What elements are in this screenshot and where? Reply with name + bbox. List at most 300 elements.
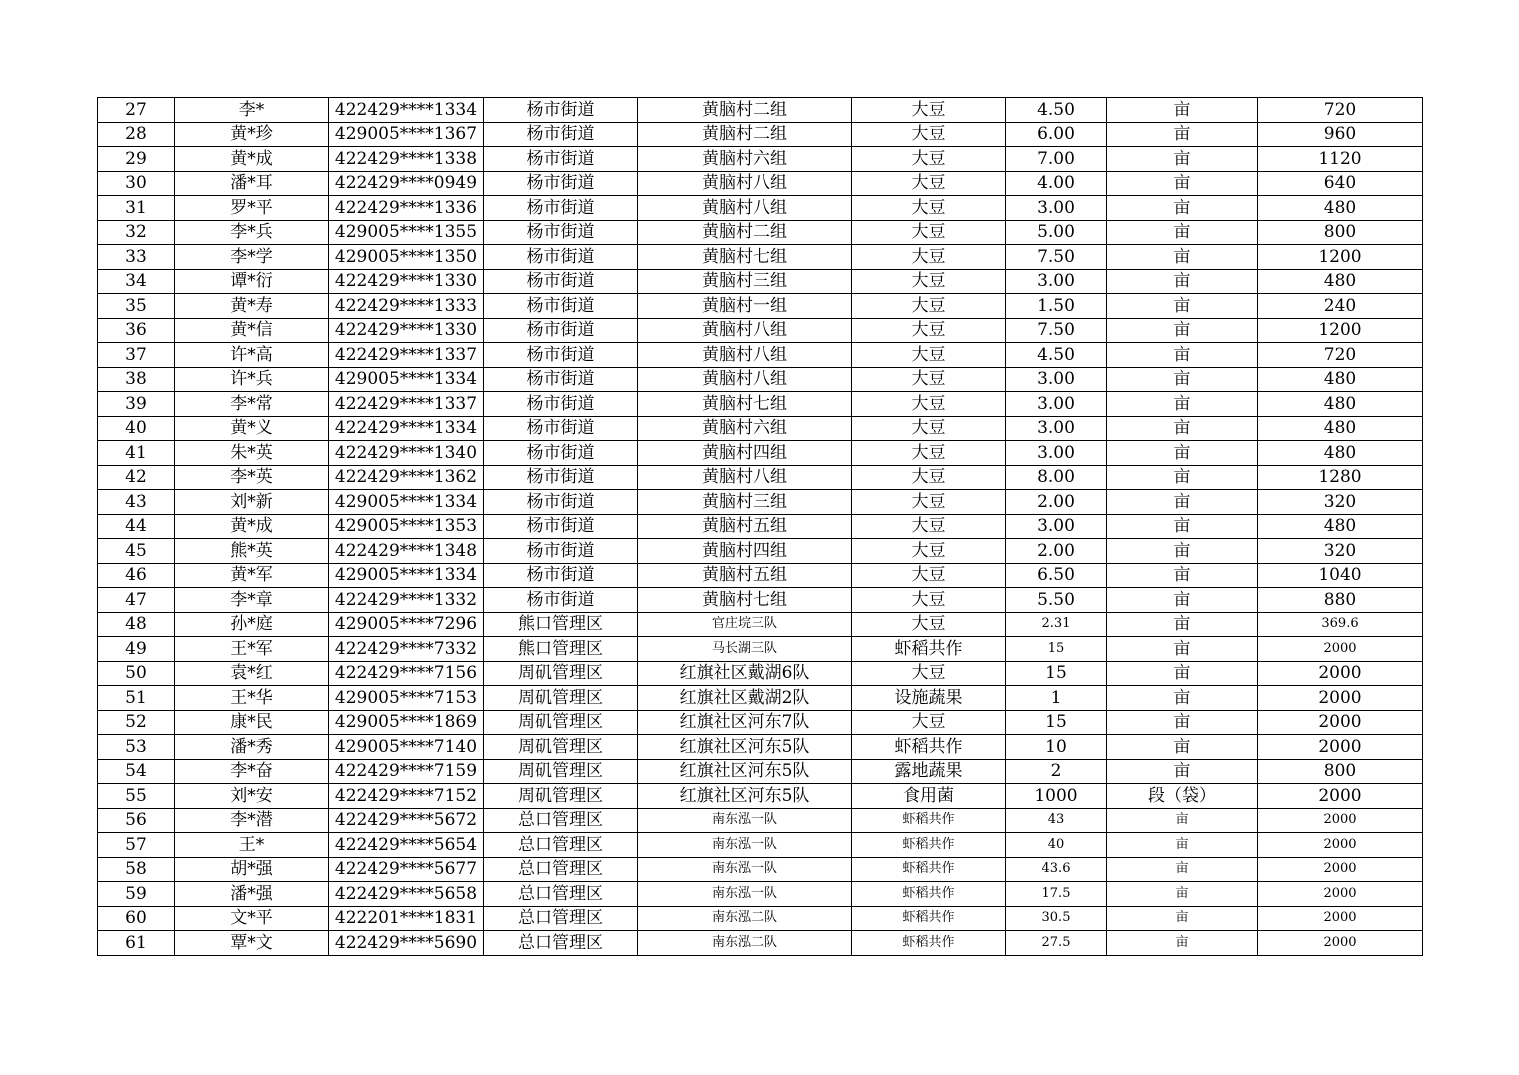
cell-village: 官庄垸三队 (638, 612, 852, 637)
cell-id-number: 429005****1334 (329, 563, 484, 588)
cell-village: 南东泓一队 (638, 857, 852, 882)
cell-crop: 大豆 (852, 661, 1006, 686)
cell-village: 黄脑村三组 (638, 269, 852, 294)
cell-village: 南东泓二队 (638, 931, 852, 956)
cell-district: 周矶管理区 (484, 784, 638, 809)
cell-id-number: 422429****1332 (329, 588, 484, 613)
cell-id-number: 429005****1334 (329, 490, 484, 515)
table-row (98, 392, 1423, 417)
cell-district: 杨市街道 (484, 367, 638, 392)
cell-name: 黄*珍 (175, 122, 329, 147)
table-row (98, 171, 1423, 196)
cell-id-number: 422429****1333 (329, 294, 484, 319)
cell-amount: 800 (1258, 220, 1423, 245)
cell-amount: 800 (1258, 759, 1423, 784)
cell-id-number: 429005****1353 (329, 514, 484, 539)
cell-unit: 亩 (1107, 808, 1258, 833)
cell-district: 杨市街道 (484, 122, 638, 147)
cell-number: 46 (98, 563, 175, 588)
cell-village: 南东泓二队 (638, 906, 852, 931)
cell-quantity: 7.50 (1006, 245, 1107, 270)
cell-district: 杨市街道 (484, 171, 638, 196)
cell-name: 胡*强 (175, 857, 329, 882)
cell-crop: 大豆 (852, 269, 1006, 294)
cell-quantity: 5.00 (1006, 220, 1107, 245)
cell-quantity: 3.00 (1006, 416, 1107, 441)
cell-number: 54 (98, 759, 175, 784)
cell-id-number: 422201****1831 (329, 906, 484, 931)
cell-district: 熊口管理区 (484, 637, 638, 662)
cell-name: 黄*成 (175, 147, 329, 172)
cell-village: 南东泓一队 (638, 833, 852, 858)
cell-quantity: 3.00 (1006, 269, 1107, 294)
cell-amount: 1200 (1258, 245, 1423, 270)
cell-village: 黄脑村五组 (638, 563, 852, 588)
cell-name: 李* (175, 98, 329, 123)
cell-amount: 480 (1258, 367, 1423, 392)
cell-crop: 大豆 (852, 367, 1006, 392)
cell-name: 许*高 (175, 343, 329, 368)
cell-quantity: 1000 (1006, 784, 1107, 809)
cell-number: 58 (98, 857, 175, 882)
cell-amount: 2000 (1258, 931, 1423, 956)
cell-number: 32 (98, 220, 175, 245)
cell-id-number: 429005****1350 (329, 245, 484, 270)
cell-amount: 2000 (1258, 661, 1423, 686)
cell-id-number: 422429****0949 (329, 171, 484, 196)
cell-name: 王*华 (175, 686, 329, 711)
table-row (98, 245, 1423, 270)
cell-quantity: 7.50 (1006, 318, 1107, 343)
cell-id-number: 422429****5672 (329, 808, 484, 833)
cell-name: 罗*平 (175, 196, 329, 221)
cell-unit: 亩 (1107, 882, 1258, 907)
table-row (98, 367, 1423, 392)
table-row (98, 588, 1423, 613)
cell-number: 40 (98, 416, 175, 441)
cell-name: 潘*强 (175, 882, 329, 907)
cell-name: 潘*秀 (175, 735, 329, 760)
cell-unit: 亩 (1107, 294, 1258, 319)
cell-unit: 亩 (1107, 661, 1258, 686)
cell-name: 李*学 (175, 245, 329, 270)
cell-district: 杨市街道 (484, 539, 638, 564)
cell-village: 红旗社区戴湖6队 (638, 661, 852, 686)
table-row (98, 416, 1423, 441)
cell-amount: 1200 (1258, 318, 1423, 343)
cell-name: 黄*成 (175, 514, 329, 539)
cell-district: 杨市街道 (484, 318, 638, 343)
cell-unit: 亩 (1107, 367, 1258, 392)
cell-number: 43 (98, 490, 175, 515)
cell-id-number: 422429****7152 (329, 784, 484, 809)
cell-amount: 880 (1258, 588, 1423, 613)
cell-name: 黄*军 (175, 563, 329, 588)
table-row (98, 465, 1423, 490)
cell-id-number: 422429****1338 (329, 147, 484, 172)
table-row (98, 882, 1423, 907)
cell-amount: 320 (1258, 490, 1423, 515)
cell-number: 56 (98, 808, 175, 833)
cell-unit: 亩 (1107, 906, 1258, 931)
cell-district: 总口管理区 (484, 906, 638, 931)
cell-number: 37 (98, 343, 175, 368)
cell-village: 黄脑村五组 (638, 514, 852, 539)
table-row (98, 539, 1423, 564)
cell-name: 李*章 (175, 588, 329, 613)
cell-amount: 2000 (1258, 882, 1423, 907)
cell-unit: 亩 (1107, 171, 1258, 196)
cell-village: 黄脑村七组 (638, 392, 852, 417)
cell-village: 红旗社区河东5队 (638, 759, 852, 784)
cell-amount: 2000 (1258, 857, 1423, 882)
cell-number: 31 (98, 196, 175, 221)
cell-district: 总口管理区 (484, 882, 638, 907)
cell-district: 总口管理区 (484, 931, 638, 956)
cell-village: 红旗社区河东5队 (638, 784, 852, 809)
cell-quantity: 4.50 (1006, 98, 1107, 123)
cell-district: 周矶管理区 (484, 710, 638, 735)
cell-quantity: 4.00 (1006, 171, 1107, 196)
cell-amount: 480 (1258, 514, 1423, 539)
cell-number: 41 (98, 441, 175, 466)
cell-quantity: 40 (1006, 833, 1107, 858)
cell-name: 刘*新 (175, 490, 329, 515)
cell-crop: 大豆 (852, 416, 1006, 441)
cell-crop: 大豆 (852, 710, 1006, 735)
cell-crop: 露地蔬果 (852, 759, 1006, 784)
table-row (98, 857, 1423, 882)
cell-unit: 亩 (1107, 343, 1258, 368)
cell-crop: 虾稻共作 (852, 808, 1006, 833)
cell-village: 黄脑村八组 (638, 367, 852, 392)
cell-amount: 2000 (1258, 637, 1423, 662)
cell-district: 总口管理区 (484, 833, 638, 858)
cell-village: 南东泓一队 (638, 808, 852, 833)
cell-amount: 1120 (1258, 147, 1423, 172)
cell-quantity: 17.5 (1006, 882, 1107, 907)
table-row (98, 269, 1423, 294)
cell-district: 杨市街道 (484, 465, 638, 490)
cell-unit: 亩 (1107, 833, 1258, 858)
cell-number: 29 (98, 147, 175, 172)
cell-id-number: 422429****1362 (329, 465, 484, 490)
cell-id-number: 422429****1348 (329, 539, 484, 564)
cell-name: 谭*衍 (175, 269, 329, 294)
cell-unit: 段（袋） (1107, 784, 1258, 809)
cell-number: 52 (98, 710, 175, 735)
cell-unit: 亩 (1107, 710, 1258, 735)
cell-district: 杨市街道 (484, 269, 638, 294)
cell-crop: 虾稻共作 (852, 833, 1006, 858)
table-row (98, 931, 1423, 956)
cell-number: 44 (98, 514, 175, 539)
cell-name: 袁*红 (175, 661, 329, 686)
cell-id-number: 422429****1337 (329, 343, 484, 368)
cell-amount: 2000 (1258, 906, 1423, 931)
table-row (98, 98, 1423, 123)
cell-village: 黄脑村八组 (638, 318, 852, 343)
cell-quantity: 3.00 (1006, 392, 1107, 417)
cell-amount: 320 (1258, 539, 1423, 564)
cell-quantity: 1 (1006, 686, 1107, 711)
cell-unit: 亩 (1107, 857, 1258, 882)
cell-crop: 大豆 (852, 343, 1006, 368)
cell-name: 李*潜 (175, 808, 329, 833)
cell-name: 李*常 (175, 392, 329, 417)
cell-village: 黄脑村八组 (638, 465, 852, 490)
cell-number: 38 (98, 367, 175, 392)
table-row (98, 196, 1423, 221)
cell-village: 红旗社区戴湖2队 (638, 686, 852, 711)
cell-crop: 大豆 (852, 171, 1006, 196)
cell-name: 黄*义 (175, 416, 329, 441)
cell-district: 周矶管理区 (484, 759, 638, 784)
cell-id-number: 422429****7159 (329, 759, 484, 784)
table-row (98, 612, 1423, 637)
cell-district: 杨市街道 (484, 392, 638, 417)
cell-district: 杨市街道 (484, 588, 638, 613)
cell-district: 熊口管理区 (484, 612, 638, 637)
cell-name: 李*英 (175, 465, 329, 490)
cell-district: 杨市街道 (484, 294, 638, 319)
cell-crop: 食用菌 (852, 784, 1006, 809)
table-row (98, 661, 1423, 686)
cell-id-number: 429005****1355 (329, 220, 484, 245)
cell-district: 周矶管理区 (484, 686, 638, 711)
cell-crop: 大豆 (852, 147, 1006, 172)
cell-quantity: 2.00 (1006, 539, 1107, 564)
cell-id-number: 422429****1330 (329, 318, 484, 343)
cell-quantity: 4.50 (1006, 343, 1107, 368)
cell-unit: 亩 (1107, 318, 1258, 343)
table-row (98, 637, 1423, 662)
cell-district: 周矶管理区 (484, 661, 638, 686)
table-row (98, 343, 1423, 368)
cell-village: 黄脑村七组 (638, 588, 852, 613)
cell-number: 53 (98, 735, 175, 760)
cell-district: 杨市街道 (484, 441, 638, 466)
cell-crop: 大豆 (852, 441, 1006, 466)
cell-name: 李*奋 (175, 759, 329, 784)
cell-district: 杨市街道 (484, 490, 638, 515)
cell-number: 45 (98, 539, 175, 564)
cell-number: 57 (98, 833, 175, 858)
cell-village: 黄脑村一组 (638, 294, 852, 319)
cell-quantity: 2.00 (1006, 490, 1107, 515)
cell-amount: 720 (1258, 98, 1423, 123)
cell-unit: 亩 (1107, 269, 1258, 294)
cell-number: 48 (98, 612, 175, 637)
cell-crop: 大豆 (852, 98, 1006, 123)
cell-crop: 大豆 (852, 563, 1006, 588)
cell-unit: 亩 (1107, 588, 1258, 613)
cell-quantity: 15 (1006, 637, 1107, 662)
cell-number: 27 (98, 98, 175, 123)
cell-number: 59 (98, 882, 175, 907)
cell-id-number: 422429****5690 (329, 931, 484, 956)
table-row (98, 220, 1423, 245)
cell-amount: 480 (1258, 269, 1423, 294)
subsidy-table (97, 97, 1423, 956)
cell-quantity: 7.00 (1006, 147, 1107, 172)
cell-village: 黄脑村二组 (638, 122, 852, 147)
cell-name: 刘*安 (175, 784, 329, 809)
table-row (98, 122, 1423, 147)
cell-id-number: 422429****1334 (329, 98, 484, 123)
cell-amount: 2000 (1258, 735, 1423, 760)
cell-unit: 亩 (1107, 612, 1258, 637)
cell-district: 杨市街道 (484, 220, 638, 245)
table-row (98, 563, 1423, 588)
cell-crop: 大豆 (852, 294, 1006, 319)
cell-amount: 1280 (1258, 465, 1423, 490)
cell-quantity: 6.00 (1006, 122, 1107, 147)
cell-district: 杨市街道 (484, 343, 638, 368)
cell-crop: 大豆 (852, 514, 1006, 539)
cell-quantity: 15 (1006, 710, 1107, 735)
cell-quantity: 6.50 (1006, 563, 1107, 588)
cell-unit: 亩 (1107, 686, 1258, 711)
cell-unit: 亩 (1107, 122, 1258, 147)
cell-quantity: 3.00 (1006, 441, 1107, 466)
cell-id-number: 422429****5658 (329, 882, 484, 907)
cell-crop: 大豆 (852, 220, 1006, 245)
table-row (98, 833, 1423, 858)
cell-crop: 大豆 (852, 465, 1006, 490)
cell-unit: 亩 (1107, 245, 1258, 270)
cell-amount: 2000 (1258, 686, 1423, 711)
cell-crop: 设施蔬果 (852, 686, 1006, 711)
cell-district: 杨市街道 (484, 147, 638, 172)
cell-amount: 2000 (1258, 710, 1423, 735)
cell-district: 总口管理区 (484, 857, 638, 882)
cell-number: 51 (98, 686, 175, 711)
cell-unit: 亩 (1107, 563, 1258, 588)
cell-unit: 亩 (1107, 220, 1258, 245)
cell-village: 马长湖三队 (638, 637, 852, 662)
cell-name: 黄*寿 (175, 294, 329, 319)
cell-unit: 亩 (1107, 490, 1258, 515)
cell-district: 总口管理区 (484, 808, 638, 833)
table-row (98, 808, 1423, 833)
cell-quantity: 27.5 (1006, 931, 1107, 956)
table-row (98, 686, 1423, 711)
cell-amount: 240 (1258, 294, 1423, 319)
table-row (98, 759, 1423, 784)
cell-village: 黄脑村八组 (638, 196, 852, 221)
cell-crop: 大豆 (852, 318, 1006, 343)
cell-unit: 亩 (1107, 539, 1258, 564)
cell-name: 朱*英 (175, 441, 329, 466)
cell-village: 黄脑村八组 (638, 343, 852, 368)
cell-number: 42 (98, 465, 175, 490)
cell-unit: 亩 (1107, 416, 1258, 441)
cell-amount: 369.6 (1258, 612, 1423, 637)
cell-number: 61 (98, 931, 175, 956)
cell-id-number: 422429****7332 (329, 637, 484, 662)
table-row (98, 710, 1423, 735)
cell-quantity: 43 (1006, 808, 1107, 833)
cell-number: 39 (98, 392, 175, 417)
cell-amount: 480 (1258, 196, 1423, 221)
cell-village: 黄脑村七组 (638, 245, 852, 270)
cell-amount: 720 (1258, 343, 1423, 368)
cell-id-number: 422429****1340 (329, 441, 484, 466)
cell-quantity: 3.00 (1006, 196, 1107, 221)
cell-amount: 1040 (1258, 563, 1423, 588)
cell-crop: 虾稻共作 (852, 637, 1006, 662)
cell-district: 杨市街道 (484, 245, 638, 270)
cell-unit: 亩 (1107, 931, 1258, 956)
cell-number: 35 (98, 294, 175, 319)
cell-crop: 大豆 (852, 122, 1006, 147)
cell-crop: 虾稻共作 (852, 931, 1006, 956)
cell-district: 杨市街道 (484, 514, 638, 539)
cell-name: 文*平 (175, 906, 329, 931)
cell-number: 34 (98, 269, 175, 294)
cell-name: 王* (175, 833, 329, 858)
cell-id-number: 429005****1367 (329, 122, 484, 147)
cell-village: 黄脑村四组 (638, 539, 852, 564)
cell-name: 熊*英 (175, 539, 329, 564)
cell-quantity: 43.6 (1006, 857, 1107, 882)
cell-district: 周矶管理区 (484, 735, 638, 760)
cell-village: 黄脑村八组 (638, 171, 852, 196)
cell-unit: 亩 (1107, 147, 1258, 172)
table-row (98, 784, 1423, 809)
cell-village: 黄脑村三组 (638, 490, 852, 515)
cell-village: 红旗社区河东5队 (638, 735, 852, 760)
cell-crop: 大豆 (852, 490, 1006, 515)
cell-crop: 虾稻共作 (852, 906, 1006, 931)
cell-id-number: 429005****7296 (329, 612, 484, 637)
cell-id-number: 422429****5654 (329, 833, 484, 858)
cell-name: 覃*文 (175, 931, 329, 956)
cell-number: 55 (98, 784, 175, 809)
cell-amount: 2000 (1258, 808, 1423, 833)
cell-district: 杨市街道 (484, 98, 638, 123)
cell-name: 孙*庭 (175, 612, 329, 637)
cell-district: 杨市街道 (484, 196, 638, 221)
cell-amount: 640 (1258, 171, 1423, 196)
cell-number: 47 (98, 588, 175, 613)
table-row (98, 294, 1423, 319)
cell-district: 杨市街道 (484, 563, 638, 588)
cell-unit: 亩 (1107, 98, 1258, 123)
cell-quantity: 5.50 (1006, 588, 1107, 613)
table-body (98, 98, 1423, 956)
cell-amount: 480 (1258, 441, 1423, 466)
table-row (98, 490, 1423, 515)
cell-village: 黄脑村六组 (638, 147, 852, 172)
cell-number: 33 (98, 245, 175, 270)
cell-name: 许*兵 (175, 367, 329, 392)
table-row (98, 735, 1423, 760)
cell-village: 黄脑村六组 (638, 416, 852, 441)
cell-number: 60 (98, 906, 175, 931)
cell-name: 黄*信 (175, 318, 329, 343)
cell-crop: 大豆 (852, 612, 1006, 637)
cell-unit: 亩 (1107, 735, 1258, 760)
cell-id-number: 422429****1330 (329, 269, 484, 294)
cell-quantity: 3.00 (1006, 367, 1107, 392)
cell-village: 黄脑村二组 (638, 220, 852, 245)
cell-village: 黄脑村二组 (638, 98, 852, 123)
cell-id-number: 422429****1336 (329, 196, 484, 221)
cell-crop: 大豆 (852, 539, 1006, 564)
cell-unit: 亩 (1107, 392, 1258, 417)
